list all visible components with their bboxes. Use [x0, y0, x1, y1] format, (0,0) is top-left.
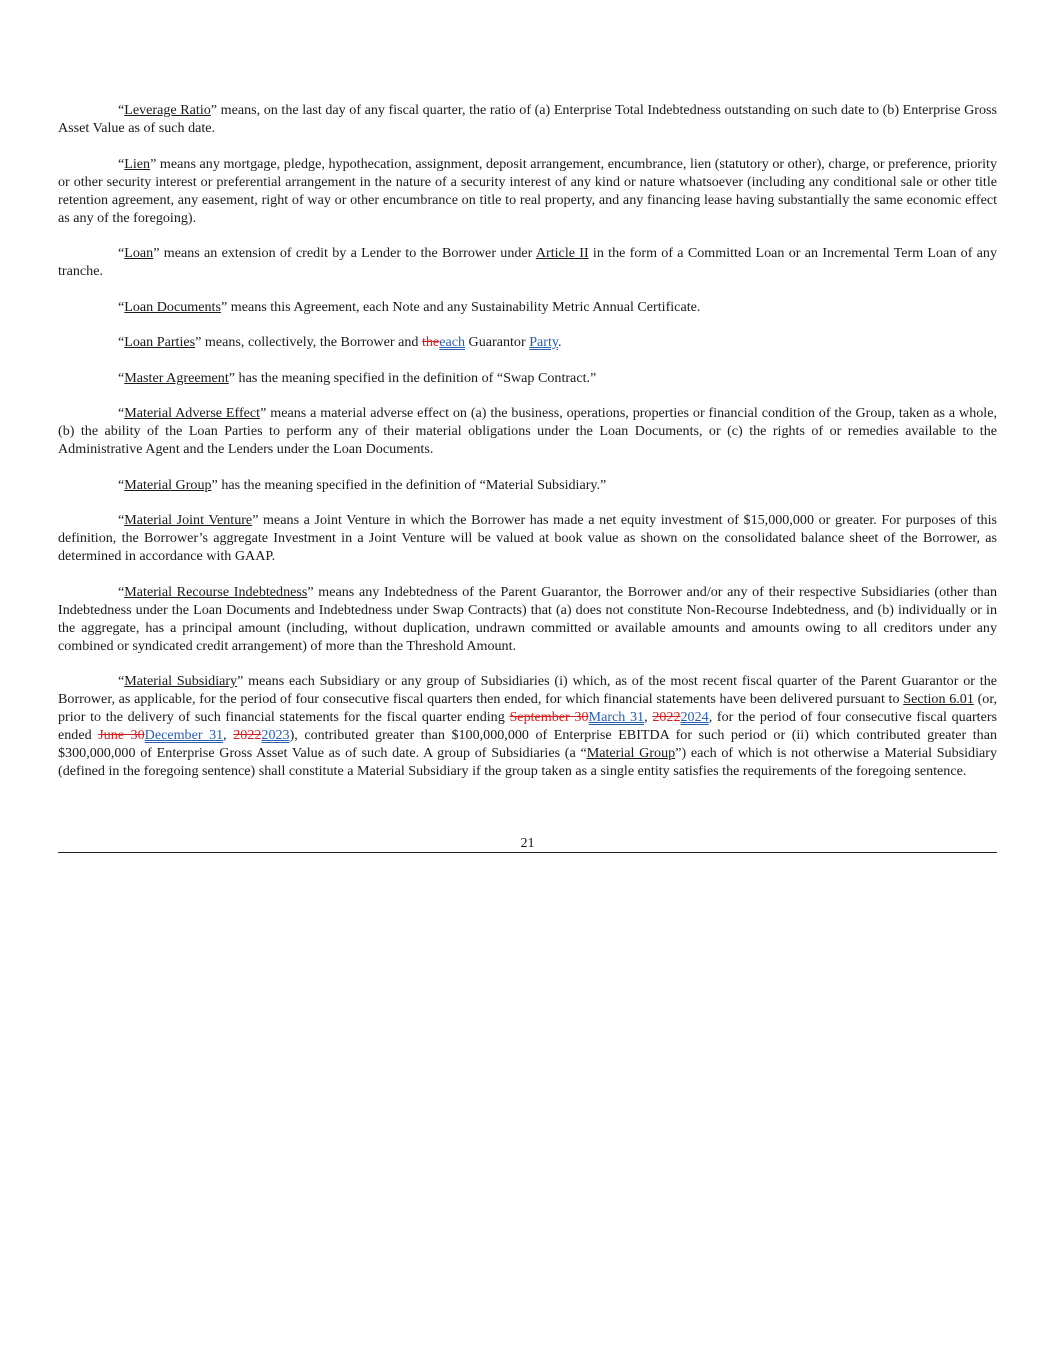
deleted-text: June 30 — [98, 727, 145, 743]
definition-leverage-ratio — [58, 101, 997, 137]
definition-material-adverse-effect — [58, 404, 997, 458]
defined-term: Loan Documents — [124, 298, 221, 315]
open-quote: “ — [118, 334, 125, 350]
definition-text: (or, prior to the delivery of such financial statements for the fiscal quarter ending — [58, 691, 997, 725]
inserted-text: Party — [529, 334, 559, 350]
open-quote: “ — [118, 405, 125, 421]
definition-text: ” means, collectively, the Borrower and — [195, 334, 422, 350]
definition-text: Guarantor — [465, 334, 530, 350]
open-quote: “ — [118, 512, 125, 528]
definition-text: ” means, on the last day of any fiscal quarter, the ratio of (a) Enterprise Total Indebtedness outstanding on such date to (b) Enterprise Gross Asset Value as of such date. — [58, 102, 997, 136]
inserted-text: each — [439, 334, 466, 350]
definition-text: . — [558, 334, 562, 350]
definition-material-joint-venture — [58, 511, 997, 565]
definition-loan-parties — [58, 333, 997, 351]
defined-term: Material Group — [124, 476, 212, 493]
document-body — [58, 101, 997, 798]
open-quote: “ — [118, 102, 125, 118]
definition-text: ), contributed greater than $100,000,000 of Enterprise EBITDA for such period or (ii) which contributed greater than $300,000,000 of Enterprise Gross Asset Value as of such date. A group of Subsidiaries (a “ — [58, 727, 998, 761]
cross-reference: Article II — [535, 245, 589, 261]
open-quote: “ — [118, 369, 125, 386]
definition-text: ” means an extension of credit by a Lender to the Borrower under — [153, 245, 536, 261]
defined-term: Material Group — [586, 745, 676, 761]
definition-text: , — [223, 727, 234, 743]
definition-text: ” means any Indebtedness of the Parent Guarantor, the Borrower and/or any of their respective Subsidiaries (other than Indebtedness under the Loan Documents and Indebtedness under Swap Contracts) that (a) does not constitute Non-Recourse Indebtedness, and (b) individually or in the aggregate, has a principal amount (including, without duplication, undrawn committed or available amounts and amounts owing to all creditors under any combined or syndicated credit arrangement) of more than the Threshold Amount. — [58, 583, 997, 654]
defined-term: Material Recourse Indebtedness — [124, 583, 308, 600]
page-number: 21 — [520, 835, 535, 851]
inserted-text: 2023 — [261, 727, 290, 743]
definition-text: ” has the meaning specified in the definition of “Swap Contract.” — [228, 369, 597, 386]
definition-material-recourse-indebtedness — [58, 583, 997, 655]
deleted-text: the — [421, 334, 440, 350]
definition-material-group — [58, 476, 997, 494]
definition-text: ” means a material adverse effect on (a) the business, operations, properties or financial condition of the Group, taken as a whole, (b) the ability of the Loan Parties to perform any of their material obligations under the Loan Documents, or (c) the rights of or remedies available to the Administrative Agent and the Lenders under the Loan Documents. — [58, 405, 997, 457]
definition-lien — [58, 155, 997, 227]
deleted-text: 2022 — [233, 727, 262, 743]
definition-text: ” means any mortgage, pledge, hypothecation, assignment, deposit arrangement, encumbrance, lien (statutory or other), charge, or preference, priority or other security interest or preferential arrangement in the nature of a security interest of any kind or nature whatsoever (including any conditional sale or other title retention agreement, any easement, right of way or other encumbrance on title to real property, and any financing lease having substantially the same economic effect as any of the foregoing). — [58, 155, 997, 226]
open-quote: “ — [118, 245, 125, 261]
definition-text: ”) each of which is not otherwise a Material Subsidiary (defined in the foregoing sentence) shall constitute a Material Subsidiary if the group taken as a single entity satisfies the requirements of the foregoing sentence. — [58, 745, 997, 779]
deleted-text: September 30 — [509, 709, 589, 725]
definition-loan-documents — [58, 298, 997, 316]
definition-text: , — [644, 709, 653, 725]
defined-term: Material Adverse Effect — [124, 405, 261, 421]
deleted-text: 2022 — [652, 709, 681, 725]
footer-rule — [58, 852, 997, 853]
definition-text: ” means a Joint Venture in which the Borrower has made a net equity investment of $15,000,000 or greater. For purposes of this definition, the Borrower’s aggregate Investment in a Joint Venture will be valued at book value as shown on the consolidated balance sheet of the Borrower, as determined in accordance with GAAP. — [58, 512, 997, 564]
defined-term: Loan — [124, 245, 154, 261]
definition-text: , for the period of four consecutive fiscal quarters ended — [58, 709, 998, 743]
definition-text: ” has the meaning specified in the definition of “Material Subsidiary.” — [211, 476, 607, 493]
open-quote: “ — [118, 673, 125, 689]
open-quote: “ — [118, 155, 125, 172]
defined-term: Lien — [124, 155, 151, 172]
defined-term: Loan Parties — [124, 334, 196, 350]
cross-reference: Section 6.01 — [903, 691, 974, 707]
defined-term: Material Subsidiary — [124, 673, 238, 689]
open-quote: “ — [118, 476, 125, 493]
defined-term: Master Agreement — [124, 369, 229, 386]
defined-term: Material Joint Venture — [124, 512, 253, 528]
definition-material-subsidiary — [58, 672, 997, 780]
inserted-text: March 31 — [588, 709, 645, 725]
definition-loan — [58, 244, 997, 280]
open-quote: “ — [118, 583, 125, 600]
definition-text: in the form of a Committed Loan or an Incremental Term Loan of any tranche. — [58, 245, 998, 279]
open-quote: “ — [118, 298, 125, 315]
definition-text: ” means each Subsidiary or any group of Subsidiaries (i) which, as of the most recent fiscal quarter of the Parent Guarantor or the Borrower, as applicable, for the period of four consecutive fiscal quarters then ended, for which financial statements have been delivered pursuant to — [58, 673, 997, 707]
inserted-text: December 31 — [144, 727, 224, 743]
definition-master-agreement — [58, 369, 997, 387]
inserted-text: 2024 — [680, 709, 709, 725]
definition-text: ” means this Agreement, each Note and any Sustainability Metric Annual Certificate. — [220, 298, 701, 315]
defined-term: Leverage Ratio — [124, 102, 211, 118]
